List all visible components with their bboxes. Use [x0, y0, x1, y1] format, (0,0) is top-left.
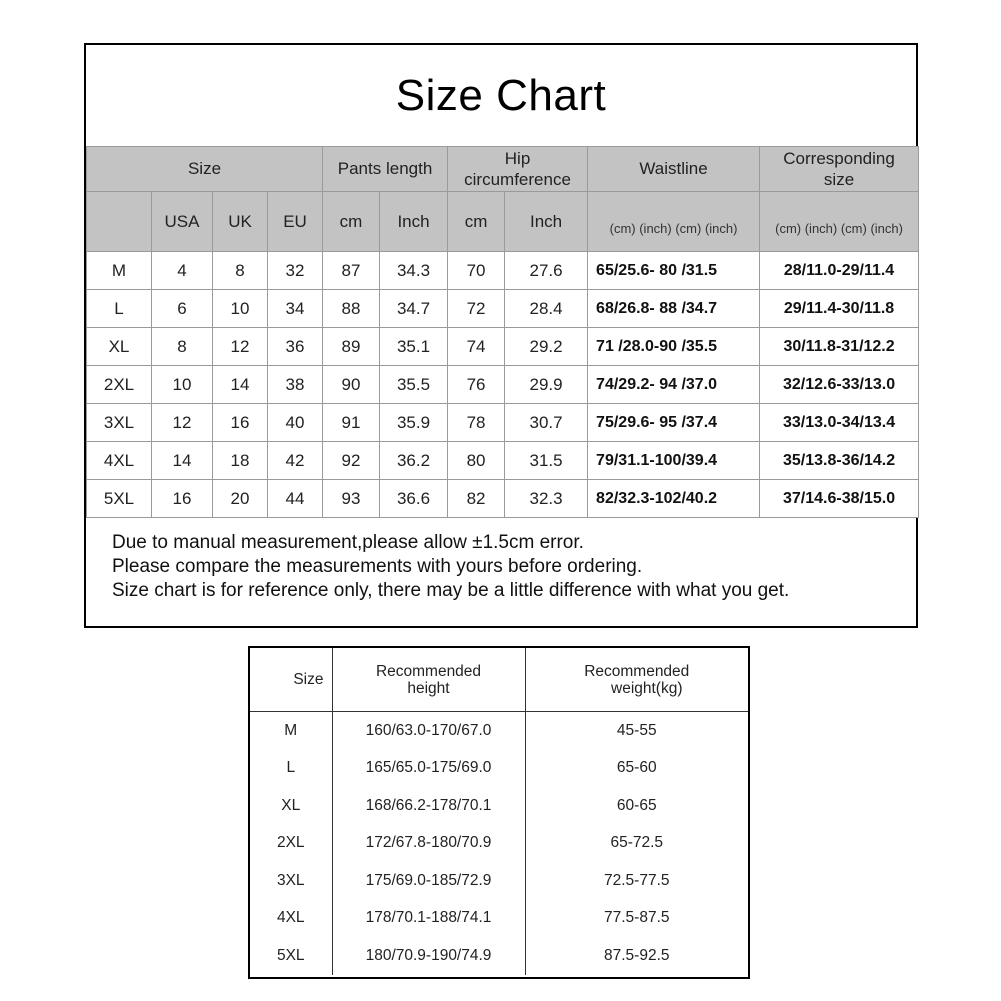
table-row [87, 252, 919, 290]
header-row-groups [87, 147, 919, 192]
rec-cell-weight: 87.5-92.5 [604, 946, 670, 964]
cell-waist: 68/26.8- 88 /34.7 [588, 290, 760, 328]
header-hip [448, 147, 588, 192]
cell-corr: 33/13.0-34/13.4 [760, 404, 919, 442]
header-hip-line2: circumference [464, 170, 571, 189]
size-chart-panel [84, 43, 918, 628]
header-eu: EU [268, 192, 323, 252]
cell-eu: 44 [268, 480, 323, 518]
rec-cell-height: 175/69.0-185/72.9 [332, 862, 525, 900]
cell-pants-inch: 36.6 [380, 480, 448, 518]
cell-pants-inch: 34.7 [380, 290, 448, 328]
cell-uk: 8 [213, 252, 268, 290]
rec-cell-weight: 77.5-87.5 [604, 909, 670, 927]
cell-corr: 32/12.6-33/13.0 [760, 366, 919, 404]
cell-hip-cm: 72 [448, 290, 505, 328]
cell-waist: 82/32.3-102/40.2 [588, 480, 760, 518]
cell-size: L [87, 290, 152, 328]
cell-pants-cm: 93 [323, 480, 380, 518]
rec-cell-size: 5XL [250, 937, 332, 975]
rec-header-weight-line2: weight(kg) [611, 679, 683, 697]
cell-pants-inch: 35.5 [380, 366, 448, 404]
header-hip-line1: Hip [504, 149, 531, 168]
header-corresponding [760, 147, 919, 192]
rec-cell-height: 180/70.9-190/74.9 [332, 937, 525, 975]
cell-hip-inch: 28.4 [505, 290, 588, 328]
cell-hip-inch: 32.3 [505, 480, 588, 518]
cell-usa: 12 [152, 404, 213, 442]
cell-usa: 8 [152, 328, 213, 366]
table-row [87, 442, 919, 480]
cell-pants-cm: 91 [323, 404, 380, 442]
table-row [87, 366, 919, 404]
cell-hip-inch: 30.7 [505, 404, 588, 442]
rec-header-height-line2: height [407, 679, 450, 697]
cell-hip-cm: 80 [448, 442, 505, 480]
cell-pants-cm: 87 [323, 252, 380, 290]
rec-row [250, 937, 748, 975]
rec-header-weight-line1: Recommended [584, 662, 690, 680]
rec-header-size: Size [250, 648, 332, 712]
cell-eu: 38 [268, 366, 323, 404]
cell-hip-inch: 29.2 [505, 328, 588, 366]
rec-cell-size: 2XL [250, 825, 332, 863]
rec-row [250, 900, 748, 938]
cell-usa: 4 [152, 252, 213, 290]
rec-cell-weight: 65-60 [616, 759, 657, 777]
header-usa: USA [152, 192, 213, 252]
rec-row [250, 712, 748, 750]
cell-size: 3XL [87, 404, 152, 442]
header-hip-inch: Inch [505, 192, 588, 252]
cell-hip-cm: 74 [448, 328, 505, 366]
cell-uk: 14 [213, 366, 268, 404]
cell-pants-inch: 35.1 [380, 328, 448, 366]
rec-header-height [332, 648, 525, 712]
rec-cell-weight: 60-65 [616, 796, 657, 814]
rec-cell-weight: 45-55 [616, 721, 657, 739]
table-row [87, 290, 919, 328]
cell-uk: 16 [213, 404, 268, 442]
rec-cell-weight: 65-72.5 [610, 834, 664, 852]
rec-cell-size: M [250, 712, 332, 750]
rec-cell-height: 172/67.8-180/70.9 [332, 825, 525, 863]
table-row [87, 480, 919, 518]
cell-usa: 16 [152, 480, 213, 518]
rec-cell-weight: 72.5-77.5 [604, 871, 670, 889]
rec-cell-height: 165/65.0-175/69.0 [332, 750, 525, 788]
cell-hip-cm: 82 [448, 480, 505, 518]
cell-waist: 75/29.6- 95 /37.4 [588, 404, 760, 442]
cell-pants-cm: 90 [323, 366, 380, 404]
cell-size: 5XL [87, 480, 152, 518]
cell-waist: 74/29.2- 94 /37.0 [588, 366, 760, 404]
header-size: Size [87, 147, 323, 192]
cell-pants-inch: 35.9 [380, 404, 448, 442]
cell-usa: 14 [152, 442, 213, 480]
recommendation-table [250, 648, 748, 975]
header-uk: UK [213, 192, 268, 252]
cell-corr: 30/11.8-31/12.2 [760, 328, 919, 366]
cell-usa: 6 [152, 290, 213, 328]
cell-size: 4XL [87, 442, 152, 480]
cell-uk: 10 [213, 290, 268, 328]
header-waistline: Waistline [588, 147, 760, 192]
cell-corr: 28/11.0-29/11.4 [760, 252, 919, 290]
cell-waist: 71 /28.0-90 /35.5 [588, 328, 760, 366]
cell-pants-inch: 34.3 [380, 252, 448, 290]
cell-corr: 37/14.6-38/15.0 [760, 480, 919, 518]
note-line: Size chart is for reference only, there may be a little difference with what you get. [112, 580, 790, 601]
cell-eu: 36 [268, 328, 323, 366]
header-pants-cm: cm [323, 192, 380, 252]
header-corr-line2: size [823, 170, 855, 189]
rec-cell-size: L [250, 750, 332, 788]
note-line: Due to manual measurement,please allow ±1.5cm error. [112, 532, 584, 553]
rec-cell-size: 4XL [250, 900, 332, 938]
cell-waist: 65/25.6- 80 /31.5 [588, 252, 760, 290]
table-row [87, 404, 919, 442]
chart-title: Size Chart [395, 70, 607, 120]
cell-pants-cm: 89 [323, 328, 380, 366]
rec-header-weight [525, 648, 748, 712]
rec-row [250, 787, 748, 825]
cell-hip-cm: 70 [448, 252, 505, 290]
header-blank [87, 192, 152, 252]
header-hip-cm: cm [448, 192, 505, 252]
cell-pants-inch: 36.2 [380, 442, 448, 480]
cell-hip-inch: 31.5 [505, 442, 588, 480]
note-line: Please compare the measurements with yours before ordering. [112, 556, 643, 577]
cell-corr: 35/13.8-36/14.2 [760, 442, 919, 480]
cell-usa: 10 [152, 366, 213, 404]
size-table [86, 146, 919, 518]
cell-eu: 40 [268, 404, 323, 442]
cell-uk: 18 [213, 442, 268, 480]
header-corr-units: (cm) (inch) (cm) (inch) [760, 192, 919, 252]
rec-header-height-line1: Recommended [375, 662, 482, 680]
table-row [87, 328, 919, 366]
cell-uk: 20 [213, 480, 268, 518]
cell-hip-cm: 78 [448, 404, 505, 442]
cell-size: M [87, 252, 152, 290]
cell-hip-inch: 27.6 [505, 252, 588, 290]
cell-corr: 29/11.4-30/11.8 [760, 290, 919, 328]
cell-size: 2XL [87, 366, 152, 404]
cell-pants-cm: 92 [323, 442, 380, 480]
rec-cell-height: 168/66.2-178/70.1 [332, 787, 525, 825]
header-pants-inch: Inch [380, 192, 448, 252]
cell-eu: 34 [268, 290, 323, 328]
cell-eu: 42 [268, 442, 323, 480]
rec-cell-size: XL [250, 787, 332, 825]
cell-waist: 79/31.1-100/39.4 [588, 442, 760, 480]
cell-pants-cm: 88 [323, 290, 380, 328]
rec-cell-height: 178/70.1-188/74.1 [332, 900, 525, 938]
cell-hip-inch: 29.9 [505, 366, 588, 404]
rec-cell-height: 160/63.0-170/67.0 [332, 712, 525, 750]
rec-row [250, 750, 748, 788]
header-row-units [87, 192, 919, 252]
rec-header-row [250, 648, 748, 712]
rec-row [250, 862, 748, 900]
cell-uk: 12 [213, 328, 268, 366]
header-corr-line1: Corresponding [783, 149, 895, 168]
rec-row [250, 825, 748, 863]
cell-size: XL [87, 328, 152, 366]
rec-cell-size: 3XL [250, 862, 332, 900]
recommendation-panel [248, 646, 750, 979]
cell-hip-cm: 76 [448, 366, 505, 404]
cell-eu: 32 [268, 252, 323, 290]
measurement-notes [112, 531, 789, 603]
header-pants-length: Pants length [323, 147, 448, 192]
header-waist-units: (cm) (inch) (cm) (inch) [588, 192, 760, 252]
